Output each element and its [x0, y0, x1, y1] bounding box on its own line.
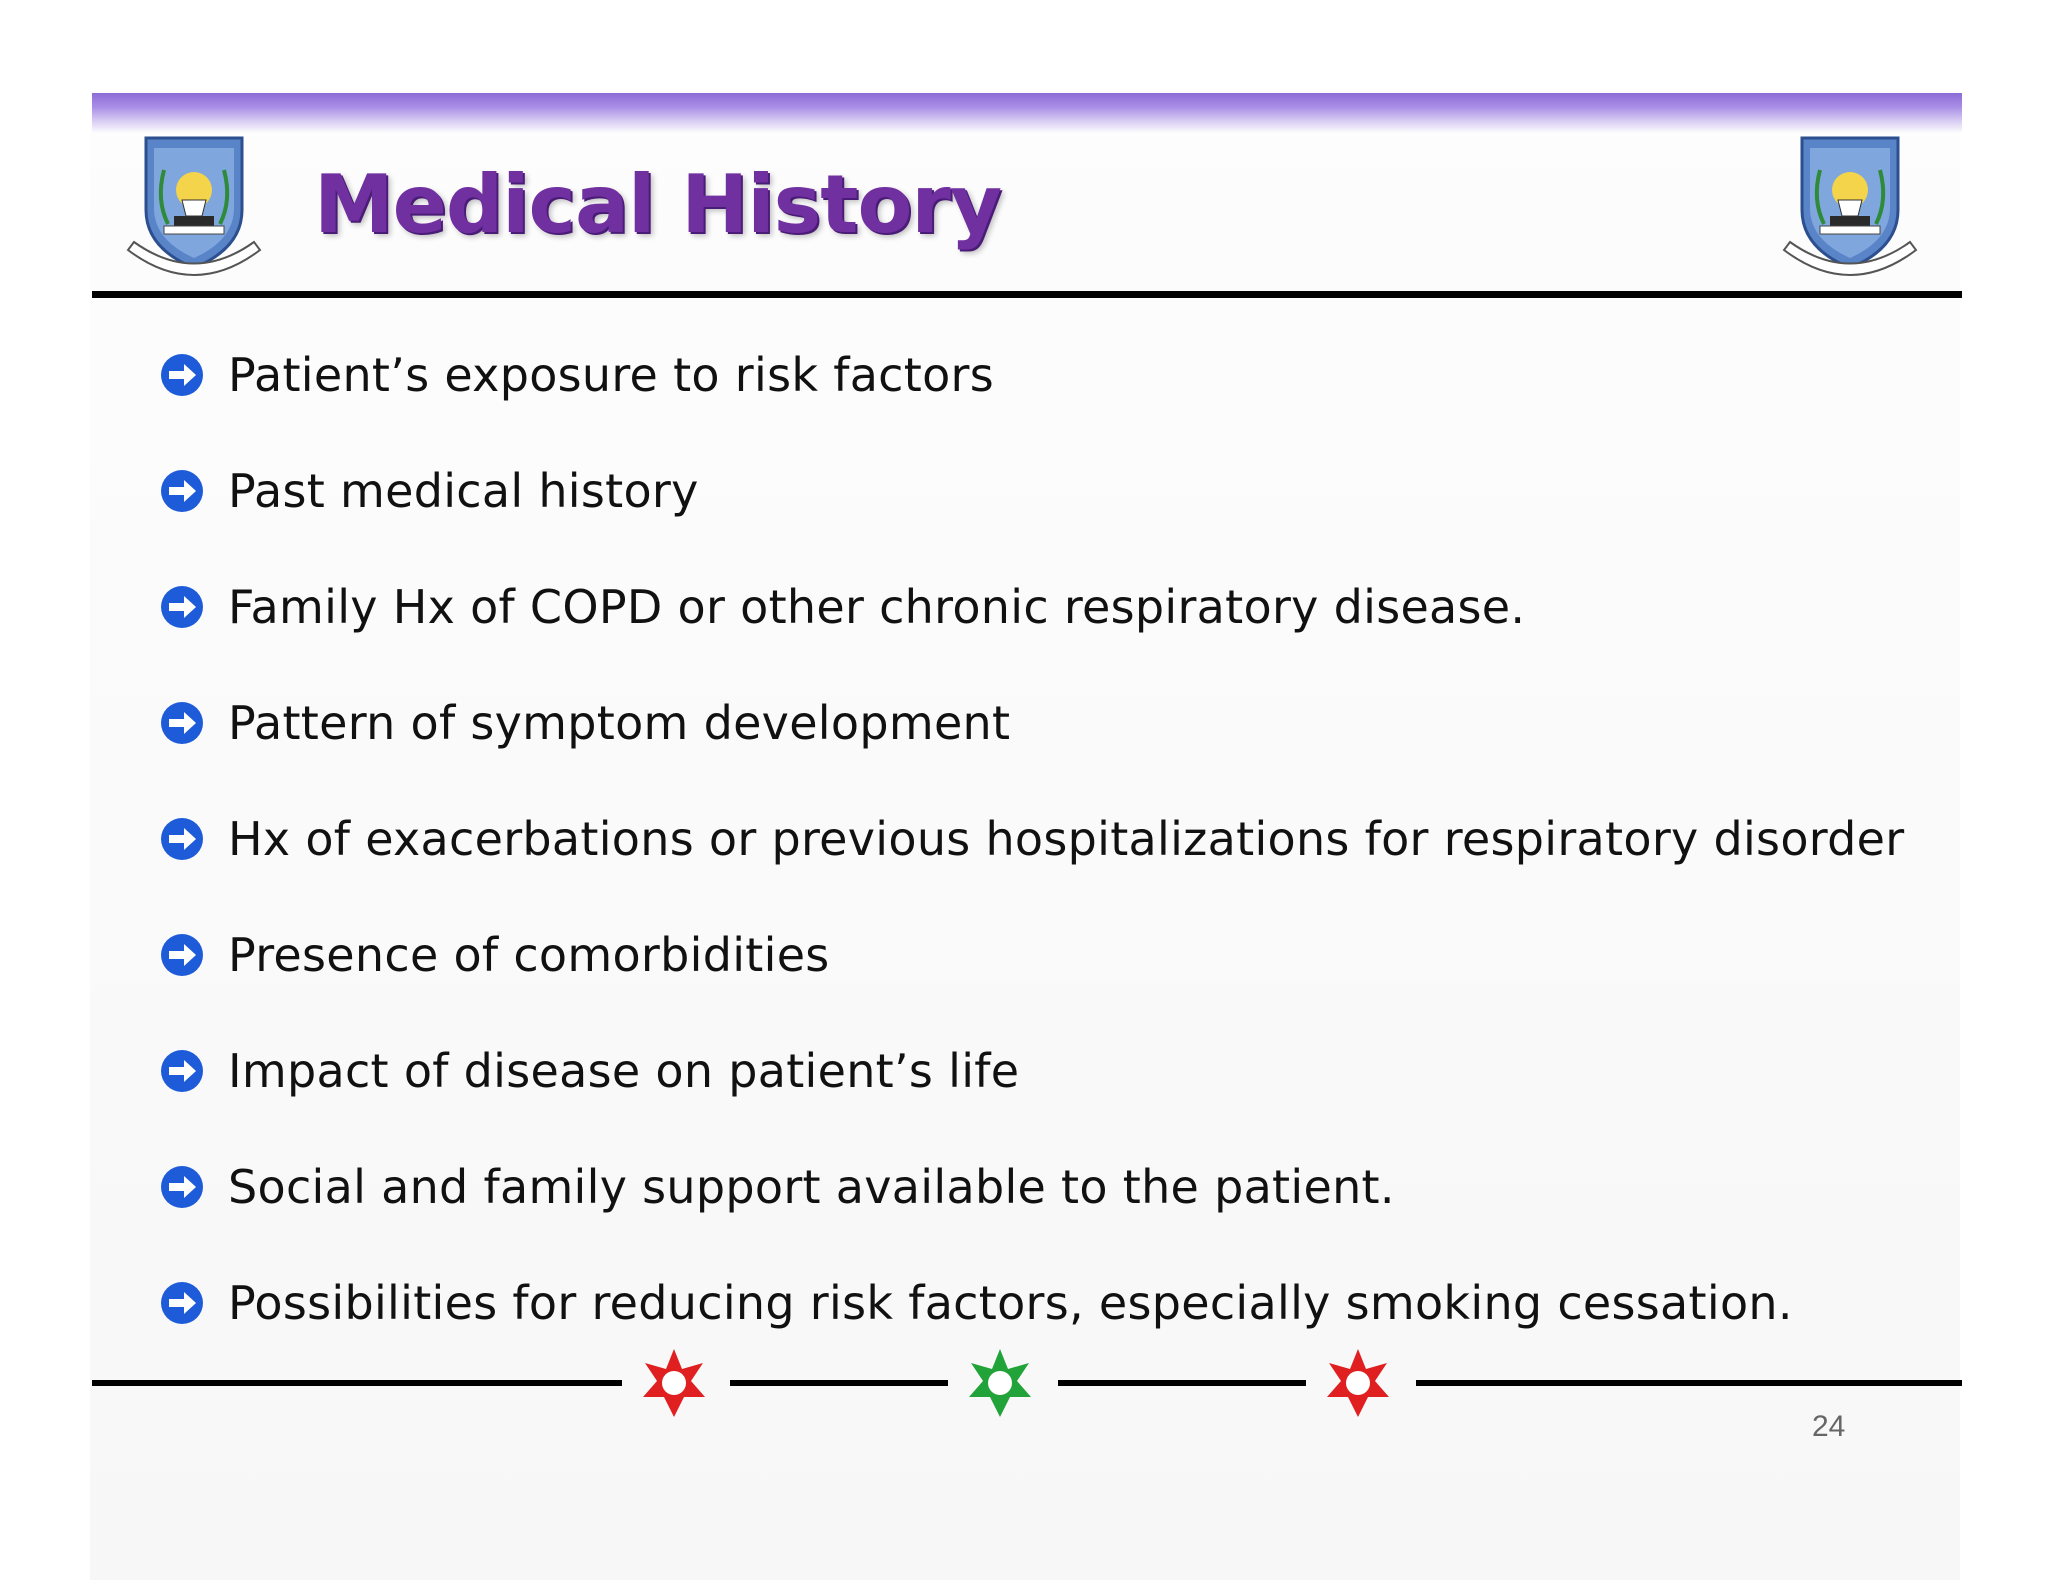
- arrow-right-circle-icon: [160, 469, 204, 513]
- bullet-text: Pattern of symptom development: [228, 696, 1011, 750]
- top-purple-band: [92, 93, 1962, 133]
- bullet-text: Possibilities for reducing risk factors, especially smoking cessation.: [228, 1276, 1793, 1330]
- arrow-right-circle-icon: [160, 1049, 204, 1093]
- bullet-text: Presence of comorbidities: [228, 928, 830, 982]
- university-crest-icon: [124, 130, 264, 290]
- bullet-item: [160, 577, 1960, 637]
- footer-rule-segment: [92, 1380, 622, 1386]
- bullet-item: [160, 1157, 1960, 1217]
- bullet-item: [160, 925, 1960, 985]
- footer-rule-segment: [1058, 1380, 1306, 1386]
- bullet-item: [160, 693, 1960, 753]
- header-divider: [92, 291, 1962, 298]
- arrow-right-circle-icon: [160, 817, 204, 861]
- bullet-item: [160, 1041, 1960, 1101]
- slide-title: Medical History: [314, 158, 1002, 251]
- green-star-icon: [958, 1345, 1042, 1421]
- bullet-text: Family Hx of COPD or other chronic respiratory disease.: [228, 580, 1526, 634]
- red-star-icon: [632, 1345, 716, 1421]
- bullet-item: [160, 809, 1960, 869]
- footer-rule-segment: [1416, 1380, 1962, 1386]
- bullet-text: Patient’s exposure to risk factors: [228, 348, 995, 402]
- page-number: 24: [1812, 1410, 1846, 1443]
- bullet-text: Impact of disease on patient’s life: [228, 1044, 1020, 1098]
- arrow-right-circle-icon: [160, 353, 204, 397]
- bullet-item: [160, 345, 1960, 405]
- bullet-text: Social and family support available to the patient.: [228, 1160, 1395, 1214]
- arrow-right-circle-icon: [160, 1165, 204, 1209]
- arrow-right-circle-icon: [160, 1281, 204, 1325]
- arrow-right-circle-icon: [160, 933, 204, 977]
- university-crest-icon: [1780, 130, 1920, 290]
- red-star-icon: [1316, 1345, 1400, 1421]
- bullet-item: [160, 461, 1960, 521]
- bullet-text: Past medical history: [228, 464, 699, 518]
- arrow-right-circle-icon: [160, 585, 204, 629]
- bullet-text: Hx of exacerbations or previous hospitalizations for respiratory disorder: [228, 812, 1905, 866]
- arrow-right-circle-icon: [160, 701, 204, 745]
- bullet-item: [160, 1273, 1960, 1333]
- footer-rule-segment: [730, 1380, 948, 1386]
